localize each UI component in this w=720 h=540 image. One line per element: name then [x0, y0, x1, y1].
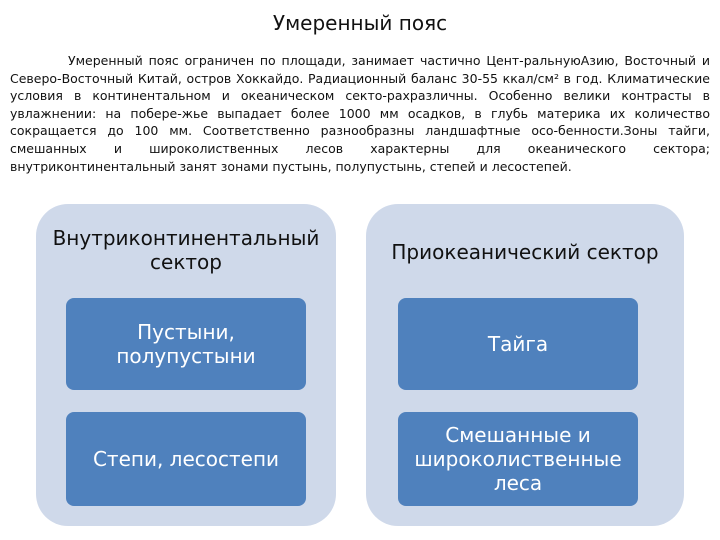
description-paragraph: Умеренный пояс ограничен по площади, занимает частично Цент-ральнуюАзию, Восточный и Северо-Восточный Китай, остров Хоккайдо. Радиационный баланс 30-55 ккал/см² в год. Климатические условия в континентальном и океаническом секто-рахразличны. Особенно велики контрасты в увлажнении: на побере-жье выпадает более 1000 мм осадков, в глубь материка их количество сокращается до 100 мм. Соответственно разнообразны ландшафтные осо-бенности.Зоны тайги, смешанных и широколиственных лесов характерны для океанического сектора; внутриконтинентальный занят зонами пустынь, полупустынь, степей и лесостепей. — [10, 53, 710, 174]
taiga-zone-box: Тайга — [398, 298, 638, 390]
continental-sector-panel — [36, 204, 336, 526]
continental-sector-heading: Внутриконтинентальный сектор — [52, 226, 320, 274]
slide-title: Умеренный пояс — [272, 11, 448, 35]
oceanic-sector-heading: Приокеанический сектор — [391, 240, 659, 264]
oceanic-sector-panel — [366, 204, 684, 526]
deserts-zone-box: Пустыни, полупустыни — [66, 298, 306, 390]
steppes-zone-box: Степи, лесостепи — [66, 412, 306, 506]
mixed-forests-zone-box: Смешанные и широколиственные леса — [398, 412, 638, 506]
